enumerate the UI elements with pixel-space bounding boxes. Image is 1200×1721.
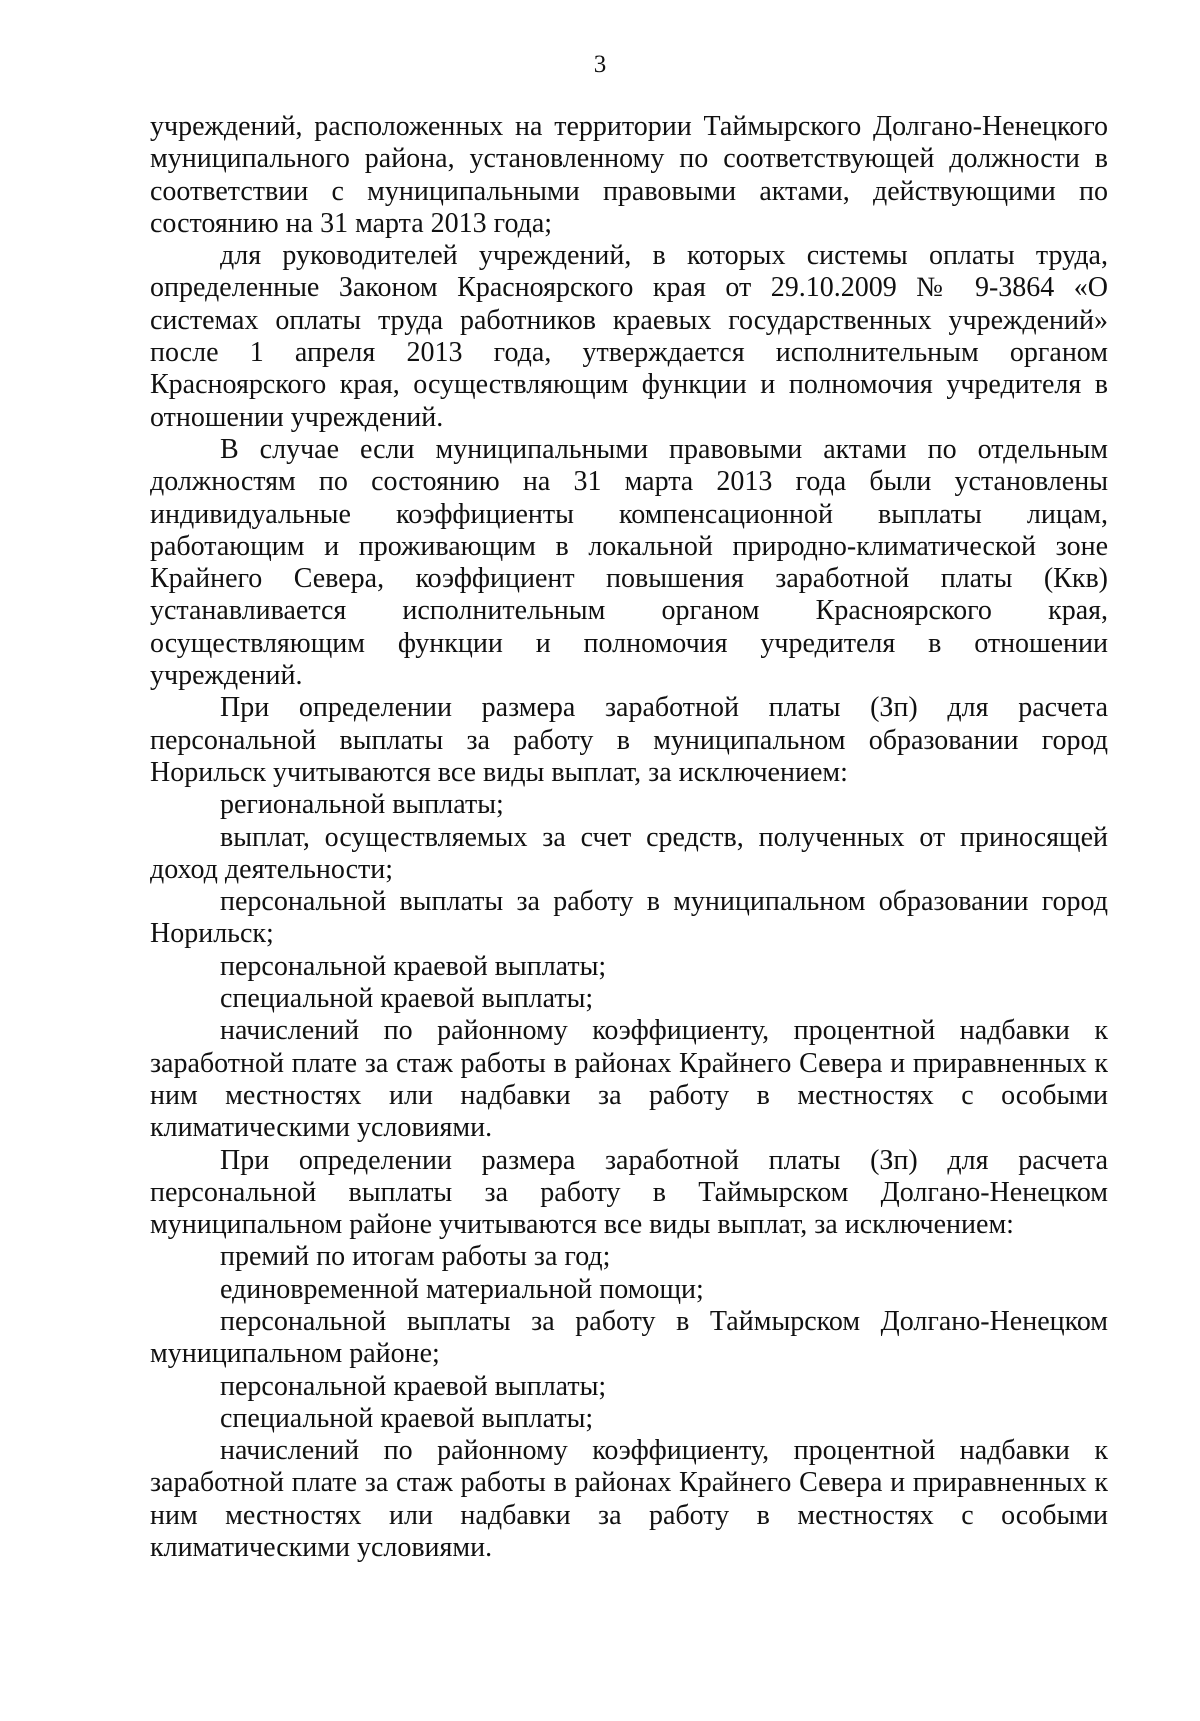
list-item: единовременной материальной помощи; (220, 1273, 704, 1305)
paragraph: учреждений, расположенных на территории Таймырского Долгано-Ненецкого муниципального района, установленному по соответствующей должности в соответствии с муниципальными правовыми актами, действующими по состоянию на 31 марта 2013 года; (150, 111, 1108, 239)
list-item: региональной выплаты; (220, 789, 504, 821)
list-item: персональной выплаты за работу в Таймырском Долгано-Ненецком муниципальном районе; (150, 1305, 1108, 1370)
document-body (150, 111, 1108, 1564)
list-item: персональной выплаты за работу в муниципальном образовании город Норильск; (150, 886, 1108, 950)
list-item: специальной краевой выплаты; (220, 983, 594, 1015)
list-item: персональной краевой выплаты; (220, 1370, 607, 1402)
list-item: начислений по районному коэффициенту, процентной надбавки к заработной плате за стаж работы в районах Крайнего Севера и приравненных к ним местностях или надбавки за работу в местностях с особыми климатическими условиями. (150, 1015, 1108, 1144)
paragraph: для руководителей учреждений, в которых системы оплаты труда, определенные Законом Красноярского края от 29.10.2009 № 9-3864 «О системах оплаты труда работников краевых государственных учреждений» после 1 апреля 2013 года, утверждается исполнительным органом Красноярского края, осуществляющим функции и полномочия учредителя в отношении учреждений. (150, 240, 1108, 433)
list-item: выплат, осуществляемых за счет средств, полученных от приносящей доход деятельности; (150, 821, 1108, 885)
paragraph: В случае если муниципальными правовыми актами по отдельным должностям по состоянию на 31 марта 2013 года были установлены индивидуальные коэффициенты компенсационной выплаты лицам, работающим и проживающим в локальной природно-климатической зоне Крайнего Севера, коэффициент повышения заработной платы (Ккв) устанавливается исполнительным органом Красноярского края, осуществляющим функции и полномочия учредителя в отношении учреждений. (150, 433, 1108, 692)
page-number: 3 (593, 51, 607, 78)
list-item: персональной краевой выплаты; (220, 950, 607, 982)
list-item: специальной краевой выплаты; (220, 1402, 594, 1434)
list-item: начислений по районному коэффициенту, процентной надбавки к заработной плате за стаж работы в районах Крайнего Севера и приравненных к ним местностях или надбавки за работу в местностях с особыми климатическими условиями. (150, 1435, 1108, 1564)
paragraph: При определении размера заработной платы (Зп) для расчета персональной выплаты за работу в муниципальном образовании город Норильск учитываются все виды выплат, за исключением: (150, 692, 1108, 788)
list-item: премий по итогам работы за год; (220, 1241, 611, 1273)
paragraph: При определении размера заработной платы (Зп) для расчета персональной выплаты за работу в Таймырском Долгано-Ненецком муниципальном районе учитываются все виды выплат, за исключением: (150, 1144, 1108, 1241)
